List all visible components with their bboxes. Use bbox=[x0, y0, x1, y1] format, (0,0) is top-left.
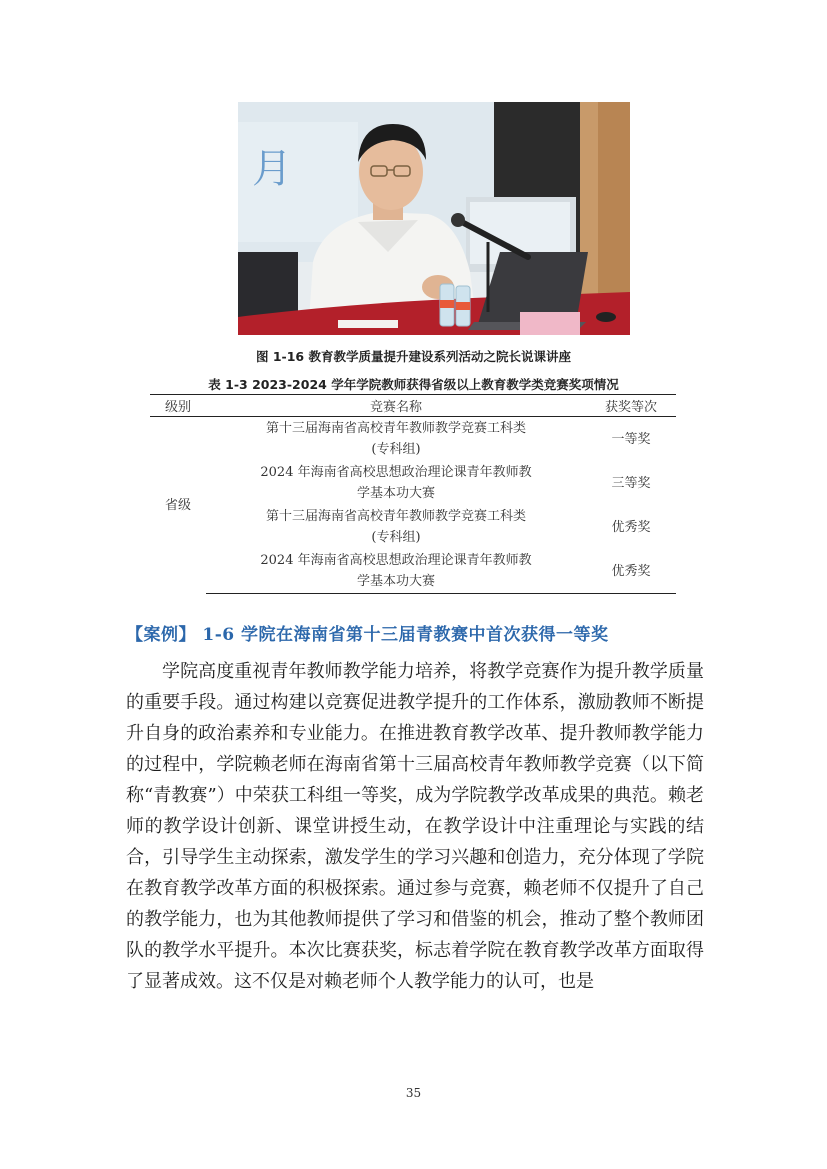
competition-name-cell bbox=[206, 461, 586, 505]
case-title: 【案例】 1-6 学院在海南省第十三届青教赛中首次获得一等奖 bbox=[126, 625, 609, 645]
header-award-rank: 获奖等次 bbox=[586, 395, 676, 417]
competition-name-cell bbox=[206, 417, 586, 462]
table-row bbox=[150, 549, 676, 594]
competition-name-text: 2024 年海南省高校思想政治理论课青年教师教 学基本功大赛 bbox=[260, 465, 532, 501]
award-cell: 优秀奖 bbox=[586, 549, 676, 594]
table-row bbox=[150, 417, 676, 462]
screen-text: 月 bbox=[252, 146, 292, 192]
competition-name-cell bbox=[206, 549, 586, 594]
award-cell: 优秀奖 bbox=[611, 519, 651, 535]
competition-name-text: 第十三届海南省高校青年教师教学竞赛工科类 (专科组) bbox=[265, 421, 526, 457]
level-cell: 省级 bbox=[164, 497, 191, 513]
table-header-row bbox=[150, 395, 676, 417]
header-competition-name: 竞赛名称 bbox=[206, 395, 586, 417]
award-cell: 三等奖 bbox=[611, 475, 651, 491]
award-cell: 一等奖 bbox=[611, 431, 651, 447]
header-level: 级别 bbox=[150, 395, 206, 417]
lecture-photo bbox=[238, 102, 630, 335]
page-number: 35 bbox=[405, 1086, 422, 1100]
awards-table bbox=[150, 394, 676, 594]
table-row bbox=[150, 461, 676, 505]
lecture-photo-illustration bbox=[238, 102, 630, 335]
figure-caption: 图 1-16 教育教学质量提升建设系列活动之院长说课讲座 bbox=[256, 349, 571, 364]
table-row bbox=[150, 505, 676, 549]
competition-name-cell bbox=[206, 505, 586, 549]
case-paragraph: 学院高度重视青年教师教学能力培养，将教学竞赛作为提升教学质量的重要手段。通过构建以竞赛促进教学提升的工作体系，激励教师不断提升自身的政治素养和专业能力。在推进教育教学改革、提升教师教学能力的过程中，学院赖老师在海南省第十三届高校青年教师教学竞赛（以下简称“青教赛”）中荣获工科组一等奖，成为学院教学改革成果的典范。赖老师的教学设计创新、课堂讲授生动，在教学设计中注重理论与实践的结合，引导学生主动探索，激发学生的学习兴趣和创造力，充分体现了学院在教育教学改革方面的积极探索。通过参与竞赛，赖老师不仅提升了自己的教学能力，也为其他教师提供了学习和借鉴的机会，推动了整个教师团队的教学水平提升。本次比赛获奖，标志着学院在教育教学改革方面取得了显著成效。这不仅是对赖老师个人教学能力的认可，也是 bbox=[126, 661, 704, 992]
competition-name-text: 2024 年海南省高校思想政治理论课青年教师教 学基本功大赛 bbox=[260, 553, 532, 589]
table-caption: 表 1-3 2023-2024 学年学院教师获得省级以上教育教学类竞赛奖项情况 bbox=[208, 377, 619, 392]
competition-name-text: 第十三届海南省高校青年教师教学竞赛工科类 (专科组) bbox=[265, 509, 526, 545]
